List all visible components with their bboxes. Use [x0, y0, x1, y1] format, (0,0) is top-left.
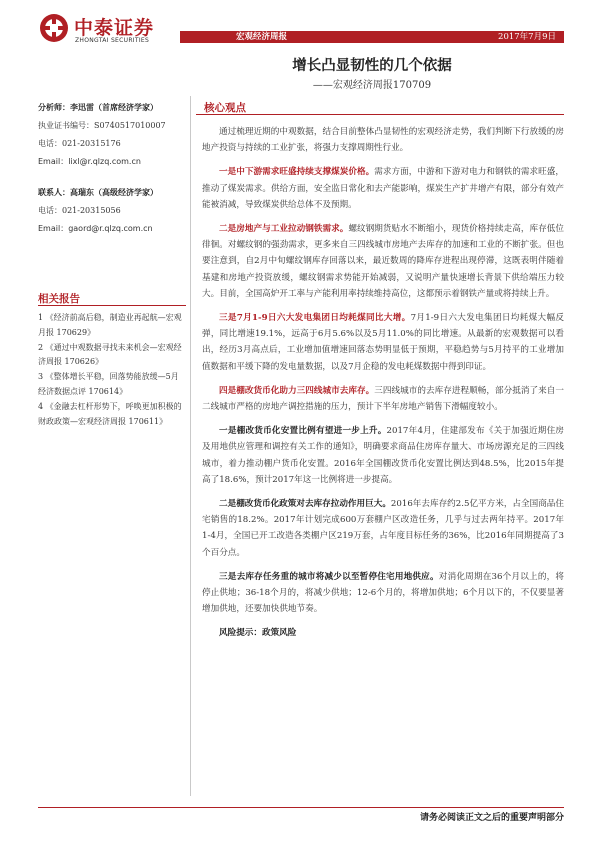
logo-emblem-icon: [38, 12, 70, 44]
related-reports-list: [38, 311, 186, 429]
sub-point-2-text: 2016年去库存约2.5亿平方米，占全国商品住宅销售的18.2%。2017年计划完成600万套棚户区改造任务，几乎与过去两年持平。2017年1-4月，全国已开工改造各类棚户区219万套，占年度目标任务的36%，比2016年同期提高了3个百分点。: [202, 499, 564, 558]
sub-point-3-text: 对消化周期在36个月以上的，将停止供地；36-18个月的，将减少供地；12-6个月的，将增加供地；6个月以下的，不仅要显著增加供地，还要加快供地节奏。: [202, 571, 564, 615]
sub-point-2: [202, 496, 564, 561]
contact-phone: 电话：021-20315056: [38, 206, 121, 215]
point-power: [202, 310, 564, 375]
core-views-title: 核心观点: [204, 102, 246, 114]
sub-point-1-heading: 一是棚改货币化安置比例有望进一步上升。: [219, 426, 387, 437]
contact-name: 联系人：高瑞东（高级经济学家）: [38, 187, 158, 197]
sub-point-3-heading: 三是去库存任务重的城市将减少以至暂停住宅用地供应。: [219, 571, 439, 582]
footer-disclaimer: [38, 807, 564, 822]
related-report-item[interactable]: 4 《金融去杠杆形势下，呼唤更加积极的财政政策—宏观经济周报 170611》: [38, 401, 182, 426]
related-report-item[interactable]: 1 《经济前高后稳，制造业再起航—宏观月报 170629》: [38, 313, 182, 337]
analyst-email[interactable]: Email：lixl@r.qlzq.com.cn: [38, 157, 141, 166]
intro-paragraph: 通过梳理近期的中观数据，结合目前整体凸显韧性的宏观经济走势，我们判断下行放缓的房地产投资与持续的工业扩张，将强力支撑周期性行业。: [202, 127, 564, 154]
related-reports-title: 相关报告: [38, 293, 80, 305]
risk-text: 政策风险: [261, 628, 297, 639]
point-steel-text: 螺纹钢期货贴水不断缩小，现货价格持续走高，库存低位徘徊。对螺纹钢的强劲需求，更多来自三四线城市房地产去库存的加速和工业的不断扩张。但也要注意到，自2月中旬螺纹钢库存回落以来，最近数周的降库存进程出现停滞，这既表明伴随着基建和房地产投资放缓，螺纹钢需求势能开始减弱，又说明产量快速增长背景下供给端压力较大。目前，全国高炉开工率与产能利用率持续维持高位，这都预示着钢铁产量或将持续上升。: [202, 224, 564, 299]
point-coal: [202, 164, 564, 213]
risk-label: 风险提示：: [219, 628, 262, 639]
point-housing-heading: 四是棚改货币化助力三四线城市去库存。: [219, 385, 375, 396]
header-bar: [180, 31, 564, 43]
sub-point-1-text: 2017年4月，住建部发布《关于加强近期住房及用地供应管理和调控有关工作的通知》，明确要求商品住房库存量大、市场房源充足的三四线城市，着力推动棚户货币化安置。2016年全国棚改货币化安置比例达到48.5%，比2015年提高了18.6%，预计2017年这一比例将进一步提高。: [202, 426, 564, 485]
related-report-item[interactable]: 2 《通过中观数据寻找未来机会—宏观经济周报 170626》: [38, 342, 182, 367]
point-steel-heading: 二是房地产与工业拉动钢铁需求。: [219, 224, 349, 235]
sub-point-3: [202, 569, 564, 618]
sub-point-2-heading: 二是棚改货币化政策对去库存拉动作用巨大。: [219, 499, 391, 510]
point-housing-text: 三四线城市的去库存进程顺畅，部分抵消了来自一二线城市严格的房地产调控措施的压力，预计下半年房地产销售下滑幅度较小。: [202, 385, 564, 413]
point-housing: [202, 383, 564, 415]
footer-text: 请务必阅读正文之后的重要声明部分: [419, 813, 564, 823]
analyst-cert: 执业证书编号：S0740517010007: [38, 121, 166, 130]
sub-point-1: [202, 423, 564, 488]
related-reports-heading: [38, 291, 186, 306]
main-content: [202, 124, 564, 642]
point-power-text: 7月1-9日六大发电集团日均耗煤大幅反弹，同比增速19.1%，远高于6月5.6%以及5月11.0%的同比增速。从最新的宏观数据可以看出，经历3月高点后，工业增加值增速回落态势明显低于预期，平稳趋势与5月持平的工业增加值数据和平缓下降的发电量数据，以及7月企稳的发电耗煤数据中得到印证。: [202, 313, 564, 372]
point-steel: [202, 221, 564, 302]
point-coal-heading: 一是中下游需求旺盛持续支撑煤炭价格。: [219, 167, 375, 178]
logo-text-en: ZHONGTAI SECURITIES: [75, 37, 150, 44]
report-title: 增长凸显韧性的几个依据: [292, 57, 452, 74]
report-section: 宏观经济周报: [236, 32, 288, 42]
core-views-heading: [196, 100, 564, 115]
author-info: [38, 96, 186, 234]
company-logo: [38, 12, 178, 46]
point-power-heading: 三是7月1-9日六大发电集团日均耗煤同比大增。: [219, 313, 411, 324]
report-date: 2017年7月9日: [498, 32, 556, 42]
analyst-phone: 电话：021-20315176: [38, 139, 121, 148]
logo-text-cn: 中泰证券: [74, 17, 155, 39]
analyst-name: 分析师：李迅雷（首席经济学家）: [38, 102, 158, 112]
point-coal-text: 需求方面，中游和下游对电力和钢铁的需求旺盛，推动了煤炭需求。供给方面，安全监日常化和去产能影响，煤炭生产扩井增产有限，部分有效产能被消减，导致煤炭供给总体不及预期。: [202, 167, 564, 210]
contact-email[interactable]: Email：gaord@r.qlzq.com.cn: [38, 224, 153, 233]
risk-warning: [219, 625, 564, 641]
related-report-item[interactable]: 3 《整体增长平稳，回落势能放缓—5月经济数据点评 170614》: [38, 372, 179, 396]
column-divider: [190, 96, 191, 796]
report-subtitle: ——宏观经济周报170709: [312, 80, 432, 91]
